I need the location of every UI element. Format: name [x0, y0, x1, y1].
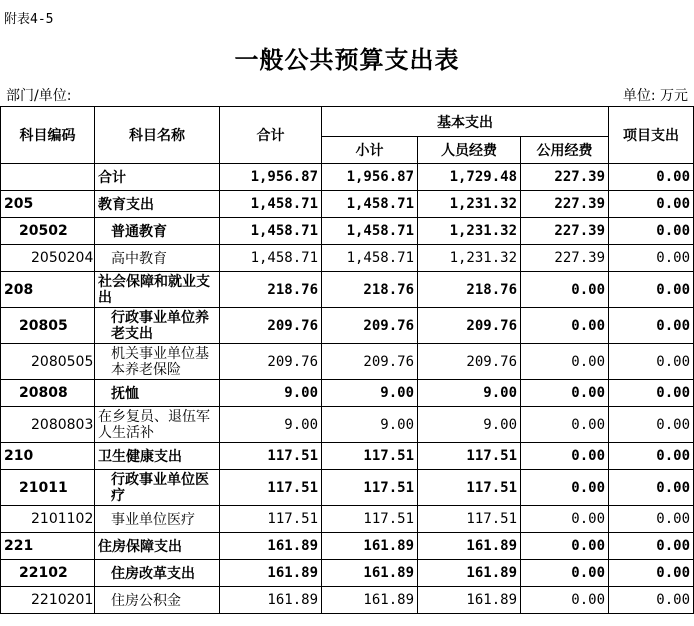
row-project: 0.00	[609, 308, 694, 344]
row-project: 0.00	[609, 191, 694, 218]
row-name: 社会保障和就业支出	[95, 272, 220, 308]
attachment-number: 附表4-5	[4, 12, 54, 27]
row-name: 行政事业单位养老支出	[95, 308, 220, 344]
row-name: 行政事业单位医疗	[95, 470, 220, 506]
row-public: 0.00	[521, 272, 609, 308]
row-personnel: 117.51	[418, 443, 521, 470]
row-name: 教育支出	[95, 191, 220, 218]
row-project: 0.00	[609, 560, 694, 587]
row-project: 0.00	[609, 506, 694, 533]
row-subtotal: 1,458.71	[322, 245, 418, 272]
row-subtotal: 218.76	[322, 272, 418, 308]
row-total: 209.76	[220, 344, 322, 380]
row-total: 161.89	[220, 560, 322, 587]
row-project: 0.00	[609, 533, 694, 560]
row-public: 227.39	[521, 218, 609, 245]
page-title: 一般公共预算支出表	[234, 46, 460, 74]
row-project: 0.00	[609, 245, 694, 272]
row-name: 抚恤	[95, 380, 220, 407]
row-name: 高中教育	[95, 245, 220, 272]
row-code: 2050204	[1, 245, 95, 272]
table-row	[1, 245, 694, 272]
row-code: 20805	[1, 308, 95, 344]
row-personnel: 117.51	[418, 506, 521, 533]
row-total: 161.89	[220, 587, 322, 614]
header-personnel: 人员经费	[418, 137, 521, 164]
row-code: 221	[1, 533, 95, 560]
row-personnel: 1,231.32	[418, 245, 521, 272]
row-name: 普通教育	[95, 218, 220, 245]
row-project: 0.00	[609, 218, 694, 245]
row-subtotal: 1,956.87	[322, 164, 418, 191]
table-row	[1, 218, 694, 245]
row-subtotal: 209.76	[322, 308, 418, 344]
row-code: 210	[1, 443, 95, 470]
row-code: 20808	[1, 380, 95, 407]
row-project: 0.00	[609, 443, 694, 470]
row-total: 9.00	[220, 380, 322, 407]
row-project: 0.00	[609, 587, 694, 614]
row-public: 0.00	[521, 344, 609, 380]
row-public: 0.00	[521, 380, 609, 407]
unit-label: 单位: 万元	[622, 88, 688, 104]
row-total: 161.89	[220, 533, 322, 560]
row-code: 2210201	[1, 587, 95, 614]
table-row	[1, 380, 694, 407]
row-total: 209.76	[220, 308, 322, 344]
table-row	[1, 443, 694, 470]
row-public: 0.00	[521, 308, 609, 344]
row-personnel: 9.00	[418, 407, 521, 443]
row-total: 1,956.87	[220, 164, 322, 191]
row-total: 1,458.71	[220, 191, 322, 218]
row-subtotal: 161.89	[322, 560, 418, 587]
row-personnel: 117.51	[418, 470, 521, 506]
row-subtotal: 161.89	[322, 533, 418, 560]
row-subtotal: 1,458.71	[322, 191, 418, 218]
header-basic: 基本支出	[322, 107, 609, 137]
table-row	[1, 164, 694, 191]
row-code: 2080803	[1, 407, 95, 443]
row-personnel: 161.89	[418, 560, 521, 587]
row-total: 117.51	[220, 443, 322, 470]
header-code: 科目编码	[1, 107, 95, 164]
table-row	[1, 506, 694, 533]
row-project: 0.00	[609, 272, 694, 308]
table-row	[1, 470, 694, 506]
row-public: 227.39	[521, 245, 609, 272]
row-subtotal: 117.51	[322, 470, 418, 506]
row-total: 1,458.71	[220, 245, 322, 272]
table-row	[1, 308, 694, 344]
header-name: 科目名称	[95, 107, 220, 164]
row-subtotal: 9.00	[322, 380, 418, 407]
table-row	[1, 533, 694, 560]
row-public: 227.39	[521, 164, 609, 191]
row-public: 0.00	[521, 533, 609, 560]
table-row	[1, 560, 694, 587]
row-personnel: 161.89	[418, 533, 521, 560]
row-personnel: 1,231.32	[418, 218, 521, 245]
row-code: 205	[1, 191, 95, 218]
row-public: 0.00	[521, 587, 609, 614]
row-project: 0.00	[609, 470, 694, 506]
row-code: 2080505	[1, 344, 95, 380]
row-personnel: 1,231.32	[418, 191, 521, 218]
row-total: 1,458.71	[220, 218, 322, 245]
row-public: 0.00	[521, 470, 609, 506]
row-project: 0.00	[609, 380, 694, 407]
row-name: 事业单位医疗	[95, 506, 220, 533]
header-total: 合计	[220, 107, 322, 164]
row-personnel: 218.76	[418, 272, 521, 308]
header-public: 公用经费	[521, 137, 609, 164]
row-total: 9.00	[220, 407, 322, 443]
row-name: 住房改革支出	[95, 560, 220, 587]
row-name: 机关事业单位基本养老保险	[95, 344, 220, 380]
department-label: 部门/单位:	[6, 88, 72, 104]
row-subtotal: 117.51	[322, 506, 418, 533]
row-public: 0.00	[521, 407, 609, 443]
row-public: 0.00	[521, 560, 609, 587]
row-name: 住房保障支出	[95, 533, 220, 560]
row-subtotal: 161.89	[322, 587, 418, 614]
row-personnel: 161.89	[418, 587, 521, 614]
row-project: 0.00	[609, 344, 694, 380]
header-project: 项目支出	[609, 107, 694, 164]
row-total: 117.51	[220, 470, 322, 506]
row-public: 0.00	[521, 443, 609, 470]
row-code: 22102	[1, 560, 95, 587]
table-row	[1, 344, 694, 380]
row-subtotal: 1,458.71	[322, 218, 418, 245]
row-code: 21011	[1, 470, 95, 506]
row-personnel: 209.76	[418, 344, 521, 380]
row-personnel: 9.00	[418, 380, 521, 407]
row-name: 合计	[95, 164, 220, 191]
row-subtotal: 117.51	[322, 443, 418, 470]
row-public: 0.00	[521, 506, 609, 533]
row-name: 住房公积金	[95, 587, 220, 614]
table-row	[1, 191, 694, 218]
budget-table	[0, 106, 694, 614]
row-code: 20502	[1, 218, 95, 245]
row-name: 卫生健康支出	[95, 443, 220, 470]
row-name: 在乡复员、退伍军人生活补	[95, 407, 220, 443]
table-row	[1, 407, 694, 443]
row-personnel: 209.76	[418, 308, 521, 344]
row-total: 218.76	[220, 272, 322, 308]
table-row	[1, 272, 694, 308]
row-subtotal: 209.76	[322, 344, 418, 380]
table-row	[1, 587, 694, 614]
row-code: 208	[1, 272, 95, 308]
row-personnel: 1,729.48	[418, 164, 521, 191]
row-project: 0.00	[609, 164, 694, 191]
header-subtotal: 小计	[322, 137, 418, 164]
row-project: 0.00	[609, 407, 694, 443]
row-code: 2101102	[1, 506, 95, 533]
row-total: 117.51	[220, 506, 322, 533]
row-public: 227.39	[521, 191, 609, 218]
row-code	[1, 164, 95, 191]
row-subtotal: 9.00	[322, 407, 418, 443]
